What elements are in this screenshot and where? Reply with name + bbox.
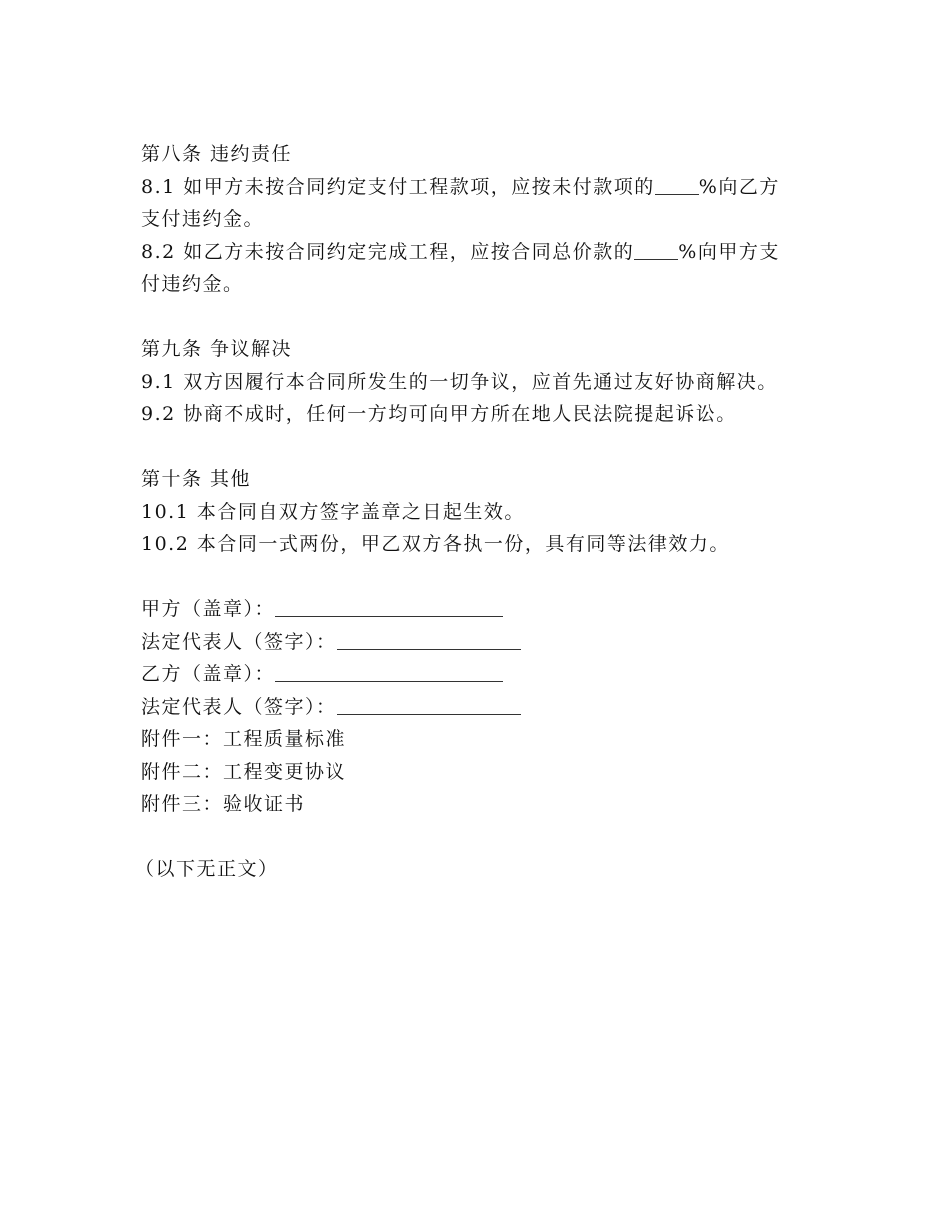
contract-page: [135, 138, 861, 886]
party-b-rep-blank: [337, 696, 521, 715]
closing-note: （以下无正文）: [135, 858, 279, 880]
party-a-rep-label: 法定代表人（签字）：: [141, 630, 337, 653]
clause-8-1-line-1: [141, 171, 861, 204]
clause-8-2-suffix: %向甲方支: [678, 240, 780, 263]
clause-8-1-suffix: %向乙方: [698, 175, 780, 198]
party-b-seal-blank: [275, 663, 503, 682]
clause-10-1: 10.1 本合同自双方签字盖章之日起生效。: [141, 500, 525, 523]
clause-10-2: 10.2 本合同一式两份，甲乙双方各执一份，具有同等法律效力。: [141, 533, 730, 555]
penalty-rate-blank-a: [655, 176, 699, 195]
article-10-heading: 第十条 其他: [141, 468, 252, 490]
party-a-seal-blank: [275, 598, 503, 617]
clause-8-2-line-2: 付违约金。: [141, 273, 244, 295]
party-b-seal-line: [141, 658, 861, 691]
party-a-rep-blank: [337, 631, 521, 650]
attachment-2: 附件二：工程变更协议: [141, 760, 347, 783]
party-b-seal-label: 乙方（盖章）：: [141, 663, 276, 685]
attachment-3: 附件三：验收证书: [141, 793, 306, 815]
party-a-seal-label: 甲方（盖章）：: [141, 598, 276, 620]
clause-8-2-line-1: [141, 236, 861, 269]
clause-9-1: 9.1 双方因履行本合同所发生的一切争议，应首先通过友好协商解决。: [141, 370, 778, 393]
spacer: [141, 301, 861, 334]
clause-8-2-text: 8.2 如乙方未按合同约定完成工程，应按合同总价款的: [141, 240, 635, 263]
clause-9-2: 9.2 协商不成时，任何一方均可向甲方所在地人民法院提起诉讼。: [141, 403, 737, 425]
attachment-1: 附件一：工程质量标准: [141, 728, 347, 750]
article-9-heading: 第九条 争议解决: [141, 338, 293, 360]
party-b-rep-line: [141, 691, 861, 724]
party-b-rep-label: 法定代表人（签字）：: [141, 695, 337, 718]
clause-8-1-line-2: 支付违约金。: [141, 208, 265, 230]
clause-8-1-text: 8.1 如甲方未按合同约定支付工程款项，应按未付款项的: [141, 175, 655, 198]
spacer: [141, 821, 861, 854]
spacer: [141, 561, 861, 594]
party-a-rep-line: [141, 626, 861, 659]
party-a-seal-line: [141, 593, 861, 626]
article-8-heading: 第八条 违约责任: [141, 143, 293, 165]
penalty-rate-blank-b: [634, 241, 678, 260]
spacer: [141, 431, 861, 464]
